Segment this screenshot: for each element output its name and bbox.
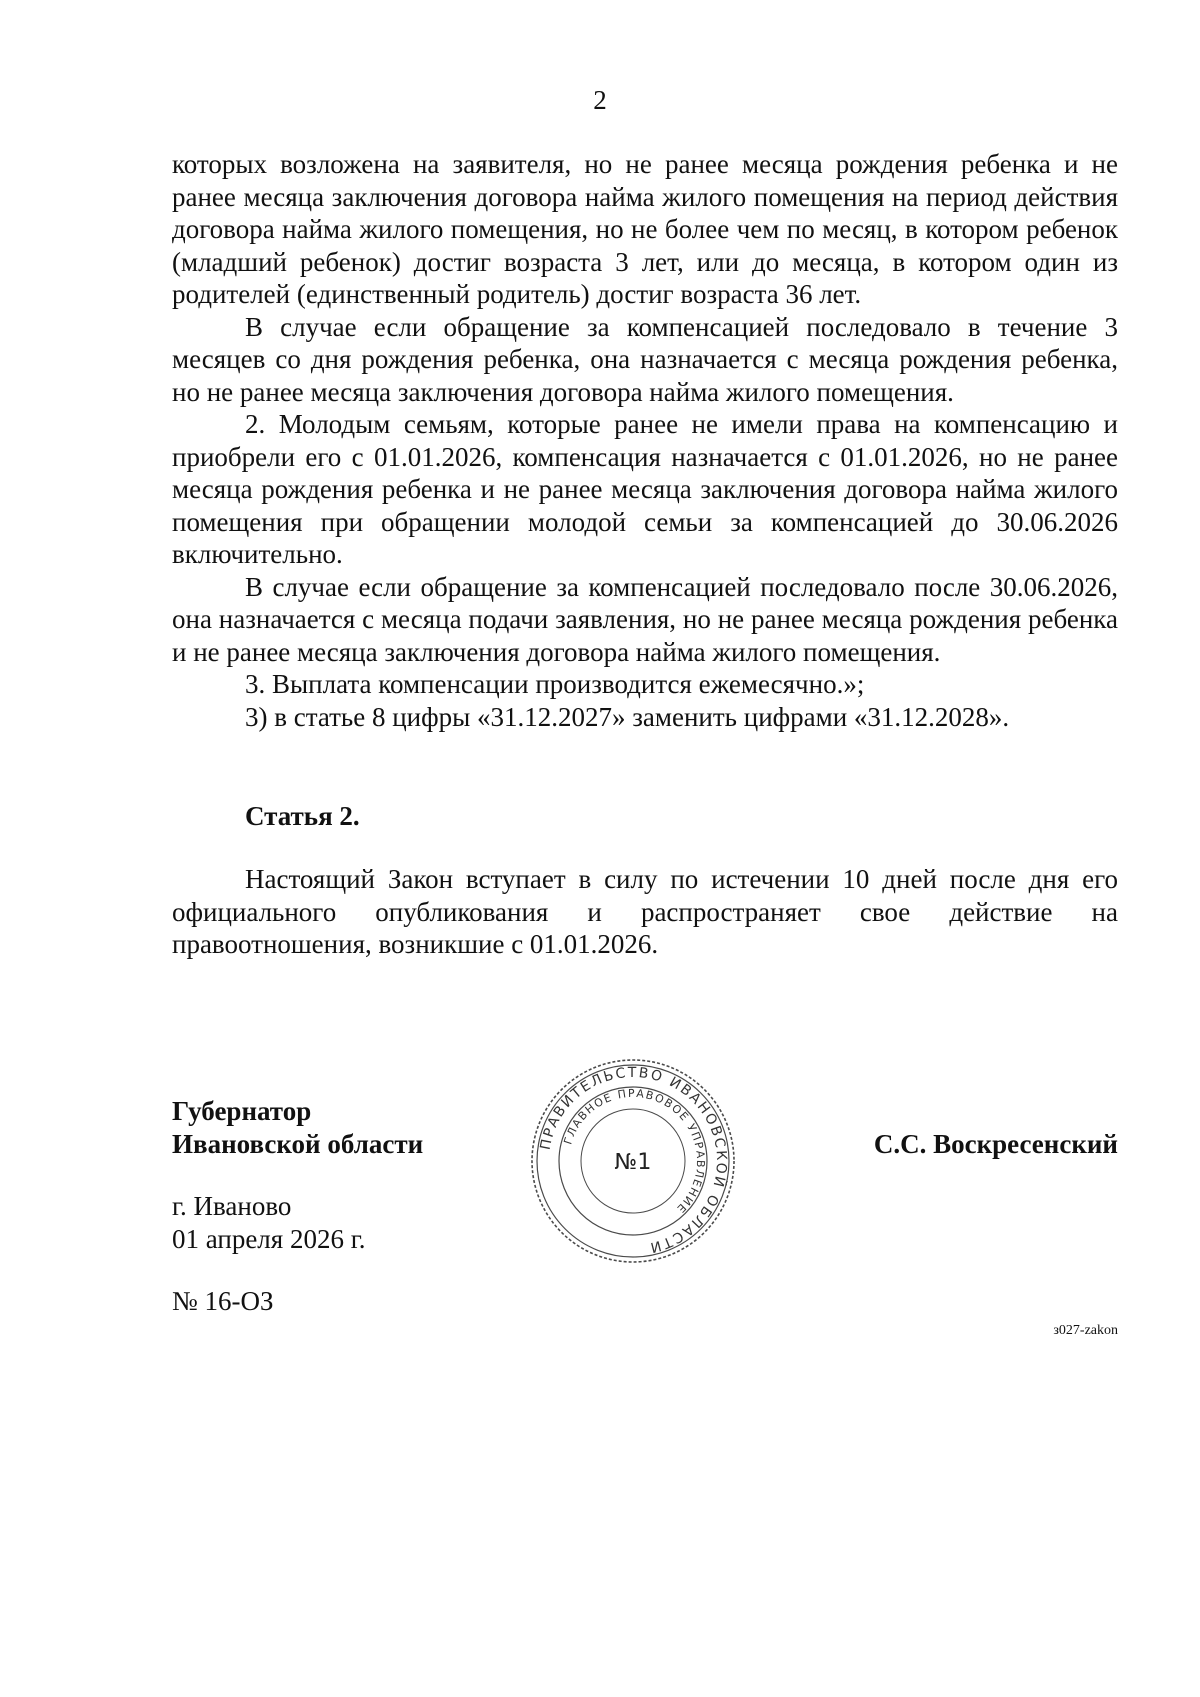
signatory-name: С.С. Воскресенский bbox=[873, 1129, 1118, 1159]
document-code: з027-zakon bbox=[1053, 1323, 1118, 1338]
governor-title bbox=[172, 1095, 423, 1160]
place-date bbox=[172, 1190, 365, 1256]
law-body-text bbox=[172, 148, 1118, 733]
paragraph: которых возложена на заявителя, но не ранее месяца рождения ребенка и не ранее месяца заключения договора найма жилого помещения на период действия договора найма жилого помещения, но не более чем по месяц, в котором ребенок (младший ребенок) достиг возраста 3 лет, или до месяца, в котором один из родителей (единственный родитель) достиг возраста 36 лет. bbox=[172, 149, 1118, 309]
article-text: Настоящий Закон вступает в силу по истечении 10 дней после дня его официального опубликования и распространяет свое действие на правоотношения, возникшие с 01.01.2026. bbox=[172, 864, 1118, 959]
official-seal bbox=[528, 1056, 738, 1266]
governor-title-line: Губернатор bbox=[172, 1096, 312, 1126]
paragraph: 3. Выплата компенсации производится ежемесячно.»; bbox=[245, 669, 865, 699]
paragraph: 3) в статье 8 цифры «31.12.2027» заменить цифрами «31.12.2028». bbox=[245, 701, 1010, 732]
paragraph: 2. Молодым семьям, которые ранее не имели права на компенсацию и приобрели его с 01.01.2026, компенсация назначается с 01.01.2026, но не ранее месяца рождения ребенка и не ранее месяца заключения договора найма жилого помещения при обращении молодой семьи за компенсацией до 30.06.2026 включительно. bbox=[172, 409, 1118, 569]
article-heading: Статья 2. bbox=[245, 801, 360, 831]
paragraph: В случае если обращение за компенсацией последовало в течение 3 месяцев со дня рождения ребенка, она назначается с месяца рождения ребенка, но не ранее месяца заключения договора найма жилого помещения. bbox=[172, 311, 1118, 407]
page-number: 2 bbox=[593, 85, 607, 115]
seal-number: №1 bbox=[614, 1150, 652, 1175]
law-number: № 16-ОЗ bbox=[172, 1286, 274, 1316]
governor-title-line: Ивановской области bbox=[172, 1128, 424, 1159]
seal-outer-text: ПРАВИТЕЛЬСТВО ИВАНОВСКОЙ ОБЛАСТИ bbox=[537, 1064, 730, 1256]
date: 01 апреля 2026 г. bbox=[172, 1224, 366, 1254]
paragraph: В случае если обращение за компенсацией последовало после 30.06.2026, она назначается с месяца подачи заявления, но не ранее месяца рождения ребенка и не ранее месяца заключения договора найма жилого помещения. bbox=[172, 571, 1118, 667]
seal-inner-text: ГЛАВНОЕ ПРАВОВОЕ УПРАВЛЕНИЕ bbox=[561, 1086, 708, 1217]
place: г. Иваново bbox=[172, 1191, 292, 1221]
